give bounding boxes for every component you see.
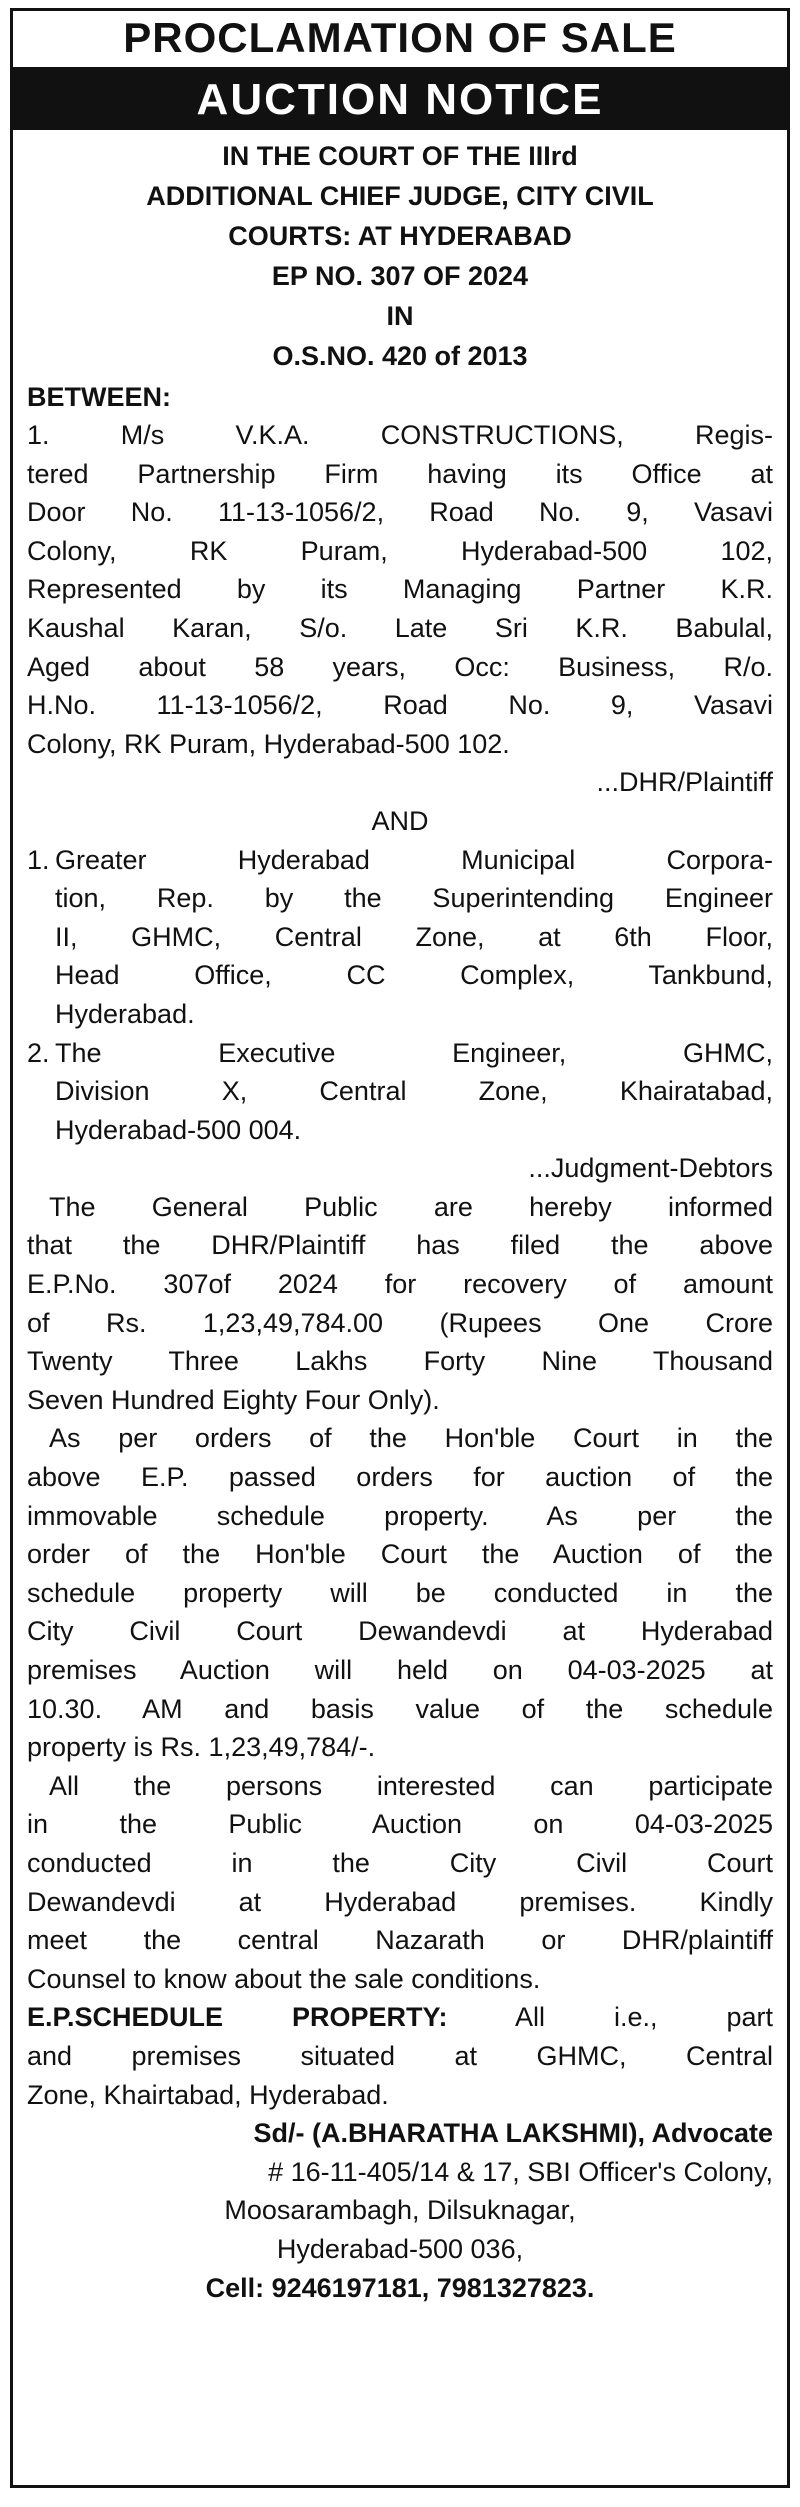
defendant-line: Division X, Central Zone, Khairatabad, <box>55 1076 773 1107</box>
plaintiff-line: Represented by its Managing Partner K.R. <box>27 574 773 605</box>
paragraph-line: schedule property will be conducted in the <box>27 1577 773 1608</box>
defendant-line: Greater Hyderabad Municipal Corpora- <box>55 844 773 875</box>
paragraph-line: immovable schedule property. As per the <box>27 1500 773 1531</box>
plaintiff-line: H.No. 11-13-1056/2, Road No. 9, Vasavi <box>27 690 773 721</box>
os-number: O.S.NO. 420 of 2013 <box>272 341 528 371</box>
notice-title: PROCLAMATION OF SALE <box>13 11 787 70</box>
paragraph-line: Dewandevdi at Hyderabad premises. Kindly <box>27 1886 773 1917</box>
defendant-number: 1. <box>27 844 50 875</box>
defendant-line: Hyderabad. <box>55 998 195 1029</box>
defendants-role-row <box>27 1149 773 1188</box>
plaintiff-line: Colony, RK Puram, Hyderabad-500 102. <box>27 728 510 759</box>
ep-number: EP NO. 307 OF 2024 <box>271 261 529 291</box>
schedule-property <box>27 1998 773 2114</box>
paragraph-line: E.P.No. 307of 2024 for recovery of amount <box>27 1269 773 1300</box>
notice-body <box>13 130 787 2307</box>
defendant-line: II, GHMC, Central Zone, at 6th Floor, <box>55 921 773 952</box>
defendant-line: Hyderabad-500 004. <box>55 1114 302 1145</box>
notice-banner: AUCTION NOTICE <box>13 70 787 130</box>
schedule-label: E.P.SCHEDULE PROPERTY: <box>27 2002 448 2033</box>
schedule-line-2: and premises situated at GHMC, Central <box>27 2040 773 2071</box>
paragraph-line: above E.P. passed orders for auction of the <box>27 1462 773 1493</box>
defendant-line: tion, Rep. by the Superintending Engineer <box>55 883 773 914</box>
paragraph-line: 10.30. AM and basis value of the schedule <box>27 1693 773 1724</box>
advocate-address-3: Hyderabad-500 036, <box>276 2233 524 2264</box>
paragraph-line: premises Auction will held on 04-03-2025 at <box>27 1655 773 1685</box>
plaintiff-line: 1. M/s V.K.A. CONSTRUCTIONS, Regis- <box>27 420 773 450</box>
paragraph-1 <box>27 1188 773 1420</box>
advocate-cell: Cell: 9246197181, 7981327823. <box>205 2272 595 2303</box>
paragraph-line: conducted in the City Civil Court <box>27 1847 773 1878</box>
paragraph-2 <box>27 1419 773 1766</box>
defendant-line: The Executive Engineer, GHMC, <box>55 1037 773 1068</box>
and-label-row <box>27 802 773 841</box>
and-label: AND <box>371 805 429 836</box>
court-line-3: COURTS: AT HYDERABAD <box>228 221 572 251</box>
schedule-text: All i.e., part <box>447 2002 773 2033</box>
plaintiff-line: Kaushal Karan, S/o. Late Sri K.R. Babulal, <box>27 612 773 643</box>
between-label: BETWEEN: <box>27 382 171 412</box>
advocate-address-2: Moosarambagh, Dilsuknagar, <box>224 2195 576 2226</box>
paragraph-line: Counsel to know about the sale conditions. <box>27 1963 541 1994</box>
paragraph-line: order of the Hon'ble Court the Auction of the <box>27 1539 773 1570</box>
paragraph-line: of Rs. 1,23,49,784.00 (Rupees One Crore <box>27 1307 773 1338</box>
court-heading <box>27 136 773 376</box>
paragraph-3 <box>27 1767 773 1999</box>
court-line-1: IN THE COURT OF THE IIIrd <box>222 141 578 171</box>
plaintiff-role: ...DHR/Plaintiff <box>596 767 773 798</box>
plaintiff-line: tered Partnership Firm having its Office at <box>27 458 773 489</box>
schedule-line-1 <box>27 1998 773 2037</box>
paragraph-line: All the persons interested can participate <box>49 1770 773 1801</box>
defendant-1 <box>27 841 773 1034</box>
plaintiff-line: Aged about 58 years, Occ: Business, R/o. <box>27 651 773 682</box>
defendant-line: Head Office, CC Complex, Tankbund, <box>55 960 773 991</box>
signature-block <box>27 2114 773 2307</box>
plaintiff-line: Door No. 11-13-1056/2, Road No. 9, Vasavi <box>27 497 773 528</box>
paragraph-line: property is Rs. 1,23,49,784/-. <box>27 1732 376 1763</box>
defendant-text <box>55 841 773 1034</box>
paragraph-line: City Civil Court Dewandevdi at Hyderabad <box>27 1616 773 1647</box>
paragraph-line: Seven Hundred Eighty Four Only). <box>27 1384 440 1415</box>
paragraph-line: The General Public are hereby informed <box>49 1191 773 1222</box>
paragraph-line: in the Public Auction on 04-03-2025 <box>27 1809 773 1840</box>
paragraph-line: that the DHR/Plaintiff has filed the above <box>27 1230 773 1261</box>
court-line-2: ADDITIONAL CHIEF JUDGE, CITY CIVIL <box>146 181 654 211</box>
defendant-number: 2. <box>27 1037 50 1068</box>
defendants-role: ...Judgment-Debtors <box>528 1153 773 1184</box>
plaintiff-block <box>27 416 773 802</box>
paragraph-line: Twenty Three Lakhs Forty Nine Thousand <box>27 1346 773 1377</box>
plaintiff-line: Colony, RK Puram, Hyderabad-500 102, <box>27 535 773 566</box>
paragraph-line: As per orders of the Hon'ble Court in the <box>49 1423 773 1454</box>
in-label: IN <box>386 301 414 331</box>
defendant-text <box>55 1034 773 1150</box>
advocate-name: Sd/- (A.BHARATHA LAKSHMI), Advocate <box>253 2118 773 2149</box>
paragraph-line: meet the central Nazarath or DHR/plaintiff <box>27 1925 773 1956</box>
defendant-2 <box>27 1034 773 1150</box>
schedule-line-3: Zone, Khairtabad, Hyderabad. <box>27 2079 389 2110</box>
advocate-address-1: # 16-11-405/14 & 17, SBI Officer's Colony, <box>268 2156 773 2187</box>
notice-frame <box>10 8 790 2488</box>
